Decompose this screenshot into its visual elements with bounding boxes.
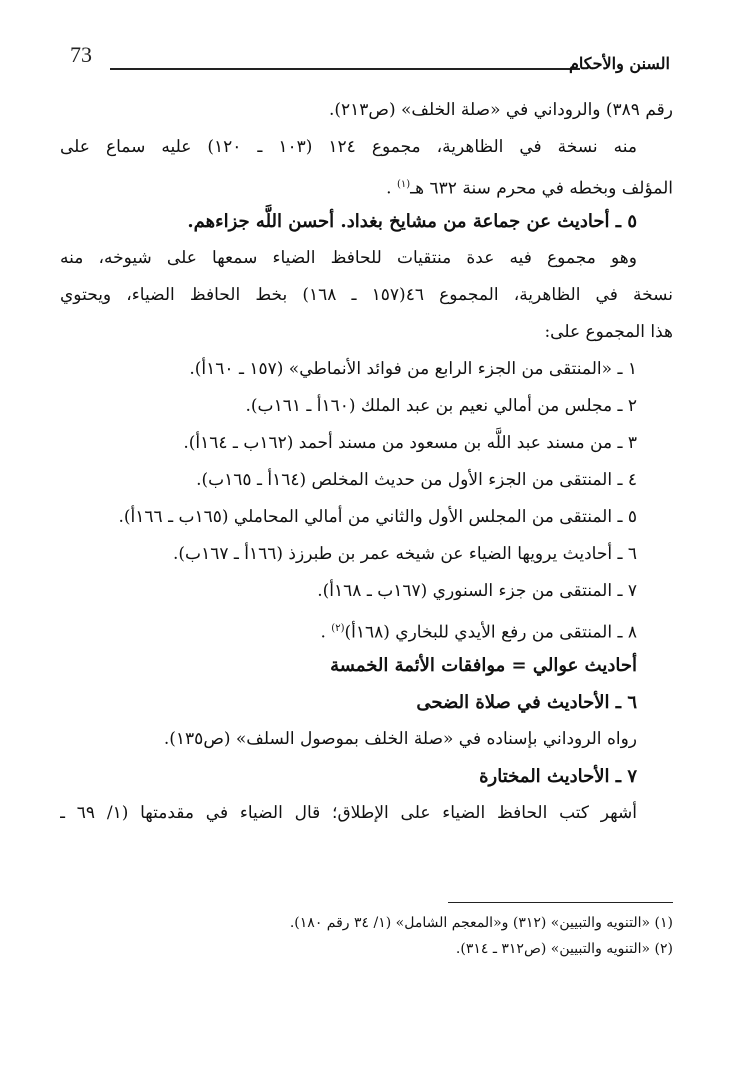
line-text: رواه الروداني بإسناده في «صلة الخلف بموصول السلف» (ص١٣٥). [163,729,637,749]
line-text: ٤ ـ المنتقى من الجزء الأول من حديث المخلص (١٦٤أ ـ ١٦٥ب). [196,470,637,490]
line-text: رقم ٣٨٩) والروداني في «صلة الخلف» (ص٢١٣). [328,100,673,120]
line-text: ٦ ـ الأحاديث في صلاة الضحى [416,692,637,713]
text-line [60,462,673,499]
line-text: وهو مجموع فيه عدة منتقيات للحافظ الضياء سمعها على شيوخه، منه [60,248,637,268]
footnote-1: (١) «التنويه والتبيين» (٣١٢) و«المعجم الشامل» (١/ ٣٤ رقم ١٨٠). [289,915,673,931]
line-text: ٣ ـ من مسند عبد اللَّه بن مسعود من مسند أحمد (١٦٢ب ـ ١٦٤أ). [183,433,637,453]
line-text: نسخة في الظاهرية، المجموع ٤٦(١٥٧ ـ ١٦٨) بخط الحافظ الضياء، ويحتوي [60,285,673,305]
line-text: هذا المجموع على: [544,322,673,342]
line-text: المؤلف وبخطه في محرم سنة ٦٣٢ هـ [410,178,673,199]
text-line [60,277,673,314]
line-text: ٨ ـ المنتقى من رفع الأيدي للبخاري (١٦٨أ) [344,622,637,643]
text-line [60,166,673,203]
header-rule [110,68,580,70]
line-text: أحاديث عوالي = موافقات الأئمة الخمسة [330,655,637,676]
line-text: ٥ ـ أحاديث عن جماعة من مشايخ بغداد. أحسن اللَّه جزاءهم. [187,211,637,232]
footnote-marker: (١) [396,179,411,190]
line-text: ٢ ـ مجلس من أمالي نعيم بن عبد الملك (١٦٠أ ـ ١٦١ب). [245,396,637,416]
line-text: ٦ ـ أحاديث يرويها الضياء عن شيخه عمر بن طبرزذ (١٦٦أ ـ ١٦٧ب). [173,544,637,564]
text-line [60,721,673,758]
footnote-marker: (٢) [331,623,345,634]
text-line [60,203,673,240]
text-line [60,351,673,388]
text-line [60,388,673,425]
line-text: ٧ ـ الأحاديث المختارة [479,766,637,787]
text-line [60,129,673,166]
footnote-2: (٢) «التنويه والتبيين» (ص٣١٢ ـ ٣١٤). [455,941,673,957]
text-line [60,573,673,610]
text-line [60,425,673,462]
text-line [60,240,673,277]
running-title: السنن والأحكام [569,54,670,73]
text-line [60,610,673,647]
line-tail: . [320,622,332,643]
text-line [60,758,673,795]
text-line [60,314,673,351]
text-line [60,684,673,721]
line-text: منه نسخة في الظاهرية، مجموع ١٢٤ (١٠٣ ـ ١٢٠) عليه سماع على [60,137,637,157]
body-text [60,92,673,832]
footnote-rule [448,902,673,903]
line-text: ٧ ـ المنتقى من جزء السنوري (١٦٧ب ـ ١٦٨أ). [317,581,637,601]
text-line [60,499,673,536]
line-text: أشهر كتب الحافظ الضياء على الإطلاق؛ قال الضياء في مقدمتها (١/ ٦٩ ـ [60,803,637,823]
line-tail: . [386,178,397,199]
text-line [60,795,673,832]
footnotes [73,910,673,962]
text-line [60,536,673,573]
text-line [60,647,673,684]
page-number: 73 [70,42,92,67]
line-text: ١ ـ «المنتقى من الجزء الرابع من فوائد الأنماطي» (١٥٧ ـ ١٦٠أ). [189,359,637,379]
line-text: ٥ ـ المنتقى من المجلس الأول والثاني من أمالي المحاملي (١٦٥ب ـ ١٦٦أ). [118,507,637,527]
page-header [70,42,670,82]
text-line [60,92,673,129]
